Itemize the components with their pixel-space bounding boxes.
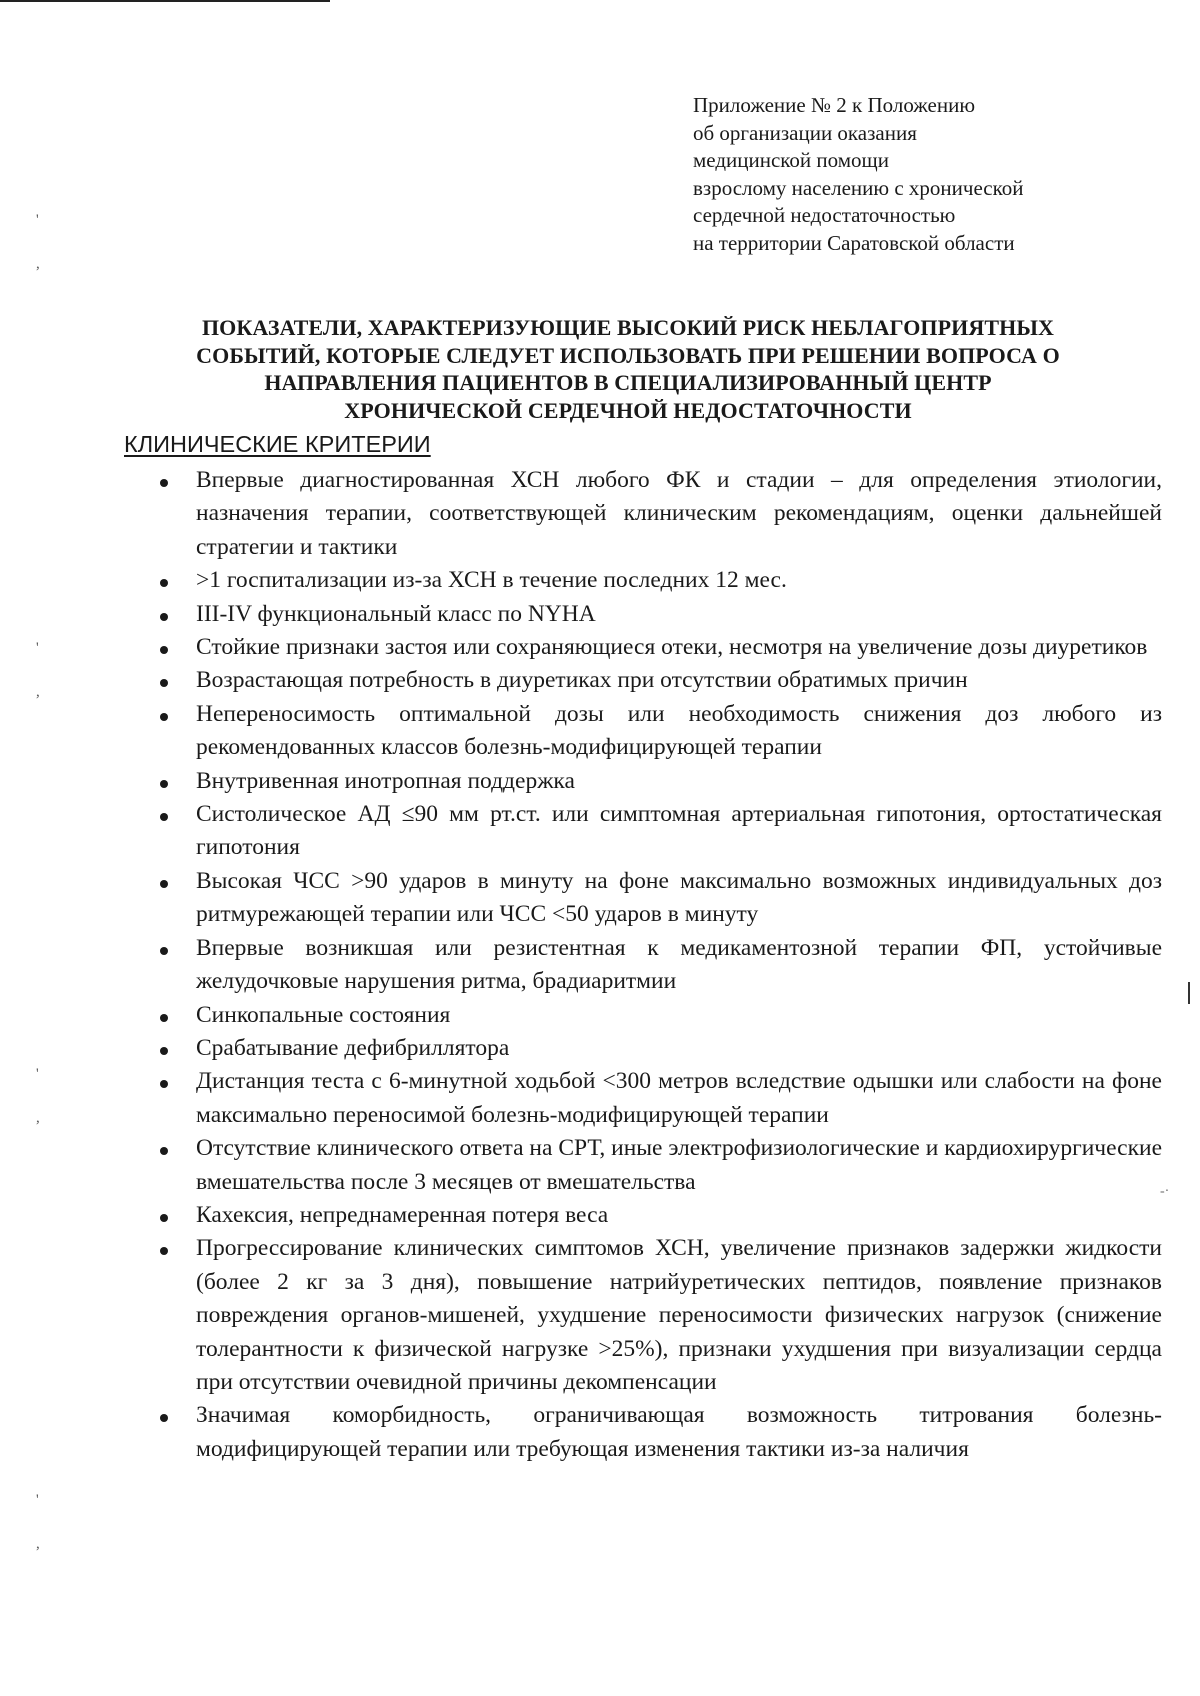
criteria-text: Синкопальные состояния — [196, 1001, 451, 1028]
heading-line: НАПРАВЛЕНИЯ ПАЦИЕНТОВ В СПЕЦИАЛИЗИРОВАННЫЙ ЦЕНТР — [264, 370, 992, 395]
bullet-icon — [160, 479, 168, 487]
heading-line: ХРОНИЧЕСКОЙ СЕРДЕЧНОЙ НЕДОСТАТОЧНОСТИ — [344, 397, 912, 423]
criteria-text: Дистанция теста с 6-минутной ходьбой <300 метров вследствие одышки или слабости на фоне максимально переносимой болезнь-модифицирующей терапии — [196, 1068, 1162, 1128]
scan-artifact-mark: ' — [36, 1492, 39, 1508]
bullet-icon — [160, 579, 168, 587]
bullet-icon — [160, 713, 168, 721]
scan-artifact-mark: , — [36, 1110, 40, 1126]
heading-line: СОБЫТИЙ, КОТОРЫЕ СЛЕДУЕТ ИСПОЛЬЗОВАТЬ ПРИ РЕШЕНИИ ВОПРОСА О — [196, 342, 1060, 368]
bullet-icon — [160, 1147, 168, 1155]
top-edge-rule — [0, 0, 330, 2]
criteria-item — [160, 1399, 1162, 1466]
scan-artifact-mark: ' — [36, 640, 39, 656]
criteria-item — [160, 698, 1162, 765]
criteria-item — [160, 1232, 1162, 1399]
scan-artifact-mark: , — [36, 256, 40, 272]
annex-line: на территории Саратовской области — [693, 230, 1015, 255]
criteria-text: Прогрессирование клинических симптомов ХСН, увеличение признаков задержки жидкости (более 2 кг за 3 дня), повышение натрийуретических пептидов, появление признаков повреждения органов-мишеней, ухудшение переносимости физических нагрузок (снижение толерантности к физической нагрузке >25%), признаки ухудшения при визуализации сердца при отсутствии очевидной причины декомпенсации — [196, 1235, 1162, 1395]
document-heading — [128, 314, 1128, 424]
scan-artifact-dash: -· — [1160, 1184, 1170, 1199]
bullet-icon — [160, 1014, 168, 1022]
bullet-icon — [160, 1080, 168, 1088]
criteria-item — [160, 1199, 1162, 1232]
annex-line: взрослому населению с хронической — [693, 175, 1024, 200]
annex-line: Приложение № 2 к Положению — [693, 93, 976, 117]
heading-line: ПОКАЗАТЕЛИ, ХАРАКТЕРИЗУЮЩИЕ ВЫСОКИЙ РИСК НЕБЛАГОПРИЯТНЫХ — [201, 315, 1055, 340]
criteria-item — [160, 765, 1162, 798]
scan-artifact-mark: , — [36, 1536, 40, 1552]
criteria-text: >1 госпитализации из-за ХСН в течение последних 12 мес. — [196, 567, 787, 594]
bullet-icon — [160, 1214, 168, 1222]
criteria-text: Внутривенная инотропная поддержка — [196, 767, 575, 794]
criteria-text: Систолическое АД ≤90 мм рт.ст. или симптомная артериальная гипотония, ортостатическая гипотония — [196, 801, 1162, 861]
bullet-icon — [160, 780, 168, 788]
criteria-text: Непереносимость оптимальной дозы или необходимость снижения доз любого из рекомендованных классов болезнь-модифицирующей терапии — [196, 700, 1162, 761]
scan-artifact-mark: ' — [36, 212, 39, 228]
criteria-text: III-IV функциональный класс по NYHA — [196, 600, 596, 627]
criteria-item — [160, 1132, 1162, 1199]
bullet-icon — [160, 646, 168, 654]
criteria-text: Возрастающая потребность в диуретиках при отсутствии обратимых причин — [196, 667, 968, 694]
criteria-item — [160, 865, 1162, 932]
scan-artifact-bar — [1188, 982, 1190, 1004]
bullet-icon — [160, 947, 168, 955]
criteria-text: Впервые возникшая или резистентная к медикаментозной терапии ФП, устойчивые желудочковые нарушения ритма, брадиаритмии — [196, 934, 1162, 995]
criteria-list — [160, 464, 1162, 1466]
annex-reference-block — [693, 92, 1024, 257]
criteria-item — [160, 664, 1162, 697]
criteria-text: Значимая коморбидность, ограничивающая возможность титрования болезнь-модифицирующей терапии или требующая изменения тактики из-за наличия — [196, 1402, 1162, 1462]
criteria-item — [160, 932, 1162, 999]
criteria-item — [160, 564, 1162, 597]
section-title-clinical-criteria: КЛИНИЧЕСКИЕ КРИТЕРИИ — [124, 431, 431, 457]
criteria-item — [160, 798, 1162, 865]
bullet-icon — [160, 679, 168, 687]
criteria-text: Высокая ЧСС >90 ударов в минуту на фоне максимально возможных индивидуальных доз ритмурежающей терапии или ЧСС <50 ударов в минуту — [196, 867, 1162, 928]
criteria-item — [160, 598, 1162, 631]
bullet-icon — [160, 880, 168, 888]
annex-line: об организации оказания — [693, 120, 917, 145]
bullet-icon — [160, 813, 168, 821]
scan-artifact-mark: , — [36, 684, 40, 700]
criteria-text: Срабатывание дефибриллятора — [196, 1034, 510, 1061]
criteria-text: Впервые диагностированная ХСН любого ФК и стадии – для определения этиологии, назначения терапии, соответствующей клиническим рекомендациям, оценки дальнейшей стратегии и тактики — [196, 467, 1162, 560]
criteria-item — [160, 1032, 1162, 1065]
bullet-icon — [160, 1414, 168, 1422]
criteria-text: Стойкие признаки застоя или сохраняющиеся отеки, несмотря на увеличение дозы диуретиков — [196, 634, 1148, 661]
bullet-icon — [160, 613, 168, 621]
bullet-icon — [160, 1047, 168, 1055]
criteria-item — [160, 464, 1162, 564]
criteria-text: Отсутствие клинического ответа на СРТ, иные электрофизиологические и кардиохирургические вмешательства после 3 месяцев от вмешательства — [196, 1135, 1162, 1195]
annex-line: сердечной недостаточностью — [693, 203, 956, 227]
criteria-item — [160, 631, 1162, 664]
annex-line: медицинской помощи — [693, 148, 889, 172]
criteria-item — [160, 999, 1162, 1032]
scan-artifact-mark: ' — [36, 1066, 39, 1082]
criteria-text: Кахексия, непреднамеренная потеря веса — [196, 1201, 609, 1228]
bullet-icon — [160, 1247, 168, 1255]
criteria-item — [160, 1065, 1162, 1132]
